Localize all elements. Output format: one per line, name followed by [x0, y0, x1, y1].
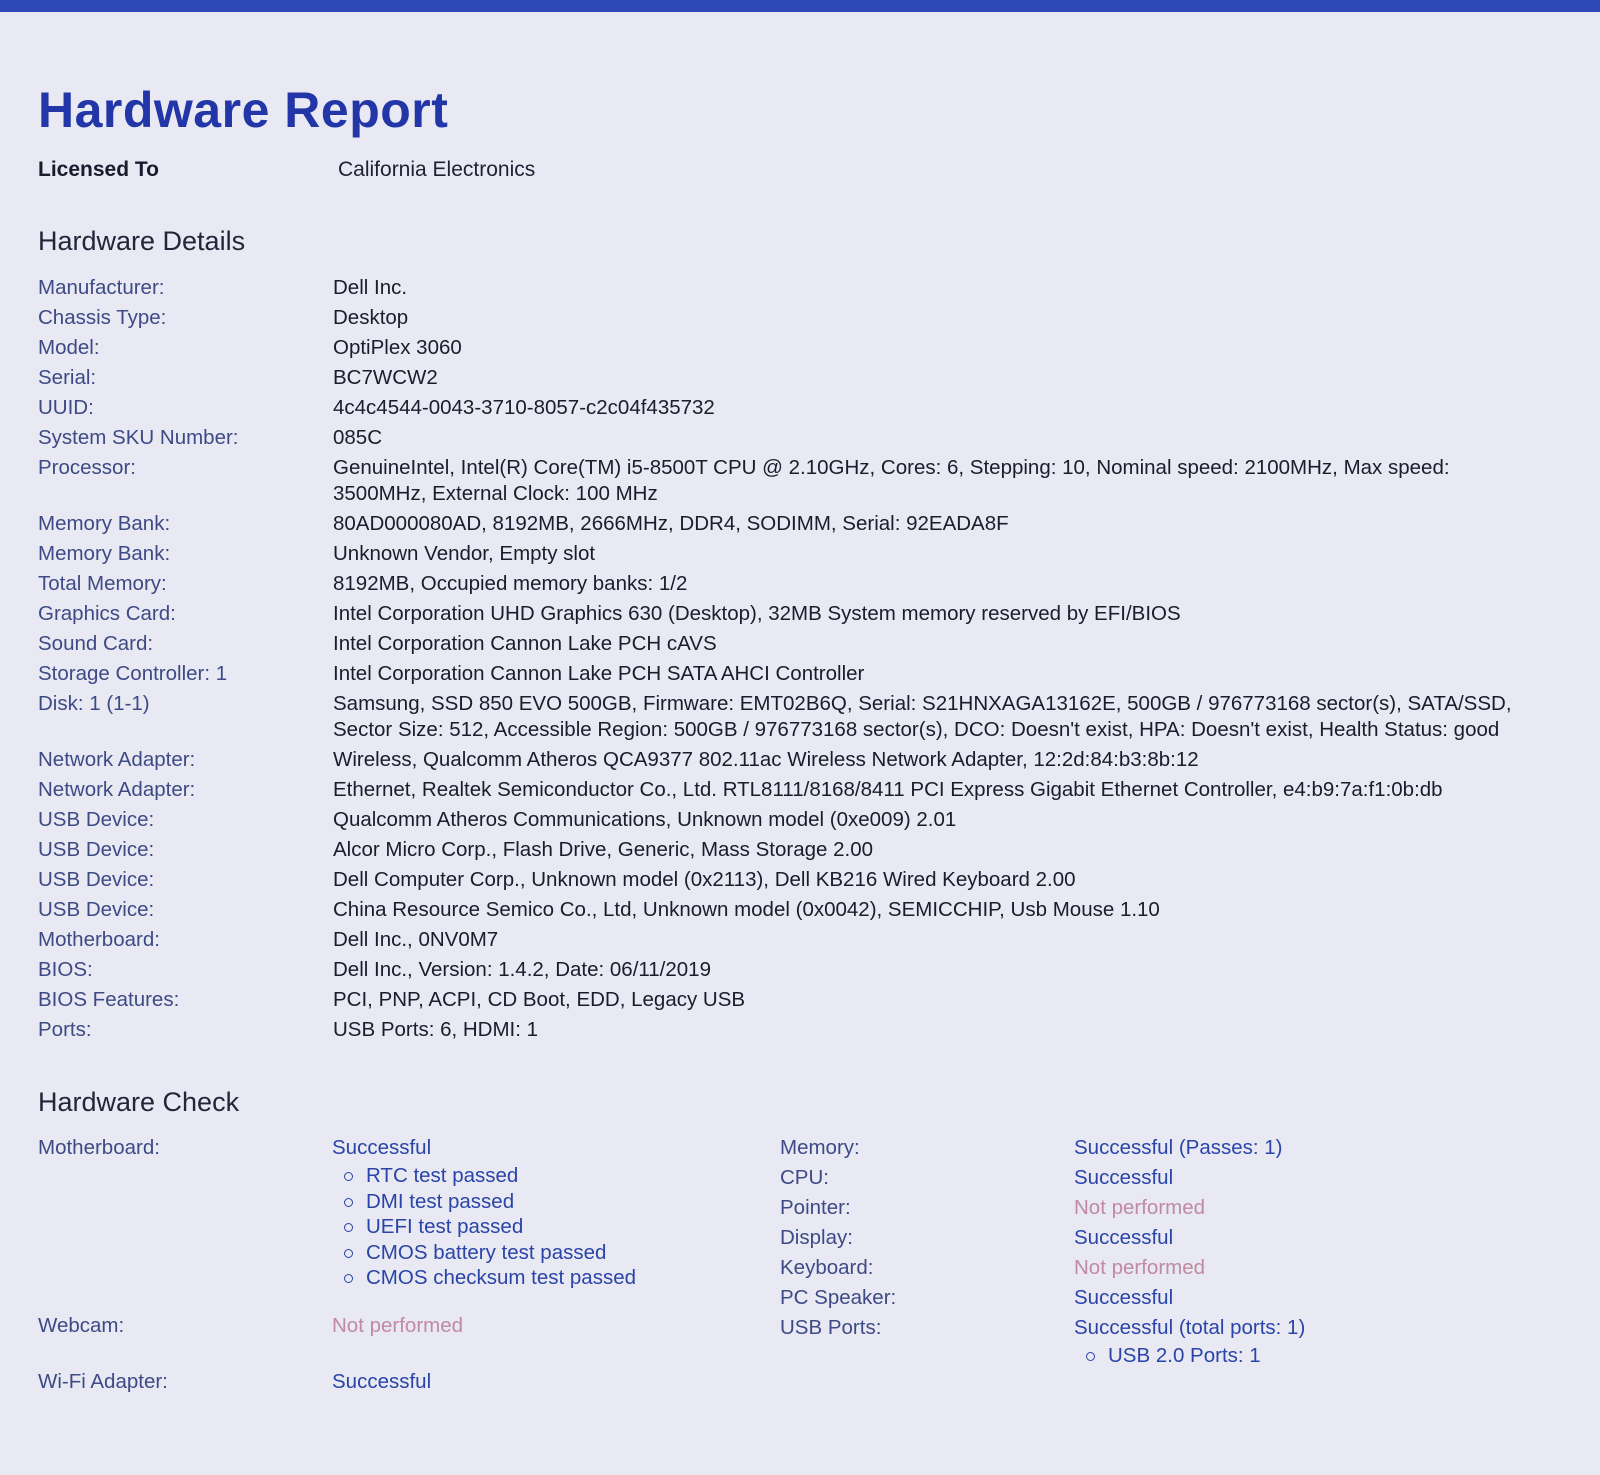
detail-row: [38, 661, 1568, 687]
detail-row: [38, 1017, 1568, 1043]
check-motherboard-sublist: [332, 1163, 636, 1291]
detail-value: China Resource Semico Co., Ltd, Unknown model (0x0042), SEMICCHIP, Usb Mouse 1.10: [333, 898, 1160, 921]
detail-row: [38, 807, 1568, 833]
check-display-status: Successful: [1074, 1226, 1174, 1249]
detail-label: Sound Card:: [38, 632, 154, 655]
detail-value: Unknown Vendor, Empty slot: [333, 542, 596, 565]
detail-value: 80AD000080AD, 8192MB, 2666MHz, DDR4, SODIMM, Serial: 92EADA8F: [333, 512, 1009, 535]
detail-value: 085C: [333, 426, 383, 449]
check-wifi-label: Wi-Fi Adapter:: [38, 1370, 168, 1393]
detail-value: Samsung, SSD 850 EVO 500GB, Firmware: EMT02B6Q, Serial: S21HNXAGA13162E, 500GB / 976773168 sector(s), SATA/SSD, Sector Size: 512, Accessible Region: 500GB / 976773168 sector(s), DCO: Doesn't exist, HPA: Doesn't exist, Health Status: good: [333, 692, 1512, 741]
detail-label: Storage Controller: 1: [38, 662, 228, 685]
detail-value: USB Ports: 6, HDMI: 1: [333, 1018, 539, 1041]
detail-row: [38, 837, 1568, 863]
licensed-to-row: [38, 158, 1568, 182]
check-keyboard-status: Not performed: [1074, 1256, 1206, 1279]
check-usb-label: USB Ports:: [780, 1316, 882, 1339]
detail-value: Dell Inc.: [333, 276, 408, 299]
check-speaker-label: PC Speaker:: [780, 1286, 897, 1309]
detail-label: USB Device:: [38, 838, 155, 861]
detail-label: Memory Bank:: [38, 542, 171, 565]
detail-row: [38, 455, 1568, 507]
detail-row: [38, 305, 1568, 331]
detail-row: [38, 927, 1568, 953]
detail-value: Desktop: [333, 306, 409, 329]
detail-label: BIOS:: [38, 958, 93, 981]
detail-row: [38, 335, 1568, 361]
detail-label: Total Memory:: [38, 572, 167, 595]
detail-value: 8192MB, Occupied memory banks: 1/2: [333, 572, 688, 595]
detail-label: Network Adapter:: [38, 778, 196, 801]
detail-label: Motherboard:: [38, 928, 160, 951]
detail-value: GenuineIntel, Intel(R) Core(TM) i5-8500T CPU @ 2.10GHz, Cores: 6, Stepping: 10, Nominal speed: 2100MHz, Max speed: 3500MHz, External Clock: 100 MHz: [333, 456, 1450, 505]
check-webcam-status: Not performed: [332, 1314, 464, 1337]
list-item: USB 2.0 Ports: 1: [1074, 1343, 1261, 1369]
detail-row: [38, 541, 1568, 567]
detail-value: Intel Corporation UHD Graphics 630 (Desktop), 32MB System memory reserved by EFI/BIOS: [333, 602, 1181, 625]
check-display-label: Display:: [780, 1226, 853, 1249]
detail-label: BIOS Features:: [38, 988, 180, 1011]
check-cpu-label: CPU:: [780, 1166, 829, 1189]
detail-row: [38, 691, 1568, 743]
check-motherboard-status: Successful: [332, 1136, 432, 1159]
detail-value: Intel Corporation Cannon Lake PCH cAVS: [333, 632, 717, 655]
list-item: DMI test passed: [332, 1189, 636, 1215]
detail-row: [38, 425, 1568, 451]
detail-label: Chassis Type:: [38, 306, 167, 329]
detail-row: [38, 897, 1568, 923]
detail-value: OptiPlex 3060: [333, 336, 462, 359]
check-speaker-status: Successful: [1074, 1286, 1174, 1309]
list-item: CMOS checksum test passed: [332, 1265, 636, 1291]
list-item: RTC test passed: [332, 1163, 636, 1189]
detail-row: [38, 395, 1568, 421]
detail-label: Manufacturer:: [38, 276, 165, 299]
detail-label: Disk: 1 (1-1): [38, 692, 150, 715]
check-memory-label: Memory:: [780, 1136, 860, 1159]
detail-label: USB Device:: [38, 898, 155, 921]
detail-value: Wireless, Qualcomm Atheros QCA9377 802.11ac Wireless Network Adapter, 12:2d:84:b3:8b:12: [333, 748, 1199, 771]
page-title: Hardware Report: [38, 82, 449, 138]
check-usb-sublist: [1074, 1343, 1261, 1369]
detail-row: [38, 365, 1568, 391]
check-keyboard-label: Keyboard:: [780, 1256, 874, 1279]
detail-value: Dell Inc., Version: 1.4.2, Date: 06/11/2019: [333, 958, 711, 981]
detail-value: Dell Computer Corp., Unknown model (0x2113), Dell KB216 Wired Keyboard 2.00: [333, 868, 1076, 891]
detail-label: Memory Bank:: [38, 512, 171, 535]
check-memory-status: Successful (Passes: 1): [1074, 1136, 1283, 1159]
detail-row: [38, 511, 1568, 537]
licensed-to-label: Licensed To: [38, 158, 159, 181]
check-webcam-label: Webcam:: [38, 1314, 125, 1337]
detail-value: PCI, PNP, ACPI, CD Boot, EDD, Legacy USB: [333, 988, 746, 1011]
window-top-bar: [0, 0, 1600, 12]
hardware-details-heading: Hardware Details: [38, 226, 246, 256]
report-page: [38, 80, 1568, 1436]
detail-label: Ports:: [38, 1018, 92, 1041]
detail-value: Ethernet, Realtek Semiconductor Co., Ltd. RTL8111/8168/8411 PCI Express Gigabit Ethernet Controller, e4:b9:7a:f1:0b:db: [333, 778, 1443, 801]
check-usb-status: Successful (total ports: 1): [1074, 1316, 1306, 1339]
detail-row: [38, 777, 1568, 803]
detail-value: Alcor Micro Corp., Flash Drive, Generic, Mass Storage 2.00: [333, 838, 874, 861]
detail-label: USB Device:: [38, 808, 155, 831]
detail-row: [38, 867, 1568, 893]
check-motherboard-label: Motherboard:: [38, 1136, 160, 1159]
detail-value: BC7WCW2: [333, 366, 438, 389]
detail-value: 4c4c4544-0043-3710-8057-c2c04f435732: [333, 396, 715, 419]
detail-label: Processor:: [38, 456, 136, 479]
detail-row: [38, 571, 1568, 597]
licensed-to-value: California Electronics: [338, 158, 536, 181]
check-pointer-status: Not performed: [1074, 1196, 1206, 1219]
detail-label: Serial:: [38, 366, 97, 389]
detail-label: Graphics Card:: [38, 602, 176, 625]
hardware-details-list: [38, 275, 1568, 1043]
detail-label: Network Adapter:: [38, 748, 196, 771]
list-item: CMOS battery test passed: [332, 1240, 636, 1266]
detail-value: Qualcomm Atheros Communications, Unknown model (0xe009) 2.01: [333, 808, 957, 831]
detail-label: USB Device:: [38, 868, 155, 891]
detail-row: [38, 275, 1568, 301]
check-cpu-status: Successful: [1074, 1166, 1174, 1189]
detail-row: [38, 987, 1568, 1013]
check-pointer-label: Pointer:: [780, 1196, 851, 1219]
detail-value: Intel Corporation Cannon Lake PCH SATA AHCI Controller: [333, 662, 865, 685]
detail-row: [38, 957, 1568, 983]
detail-row: [38, 631, 1568, 657]
hardware-check-heading: Hardware Check: [38, 1087, 240, 1117]
detail-value: Dell Inc., 0NV0M7: [333, 928, 499, 951]
detail-label: UUID:: [38, 396, 94, 419]
detail-label: System SKU Number:: [38, 426, 239, 449]
detail-row: [38, 747, 1568, 773]
check-wifi-status: Successful: [332, 1370, 432, 1393]
detail-row: [38, 601, 1568, 627]
list-item: UEFI test passed: [332, 1214, 636, 1240]
hardware-check-grid: [38, 1136, 1568, 1436]
detail-label: Model:: [38, 336, 100, 359]
